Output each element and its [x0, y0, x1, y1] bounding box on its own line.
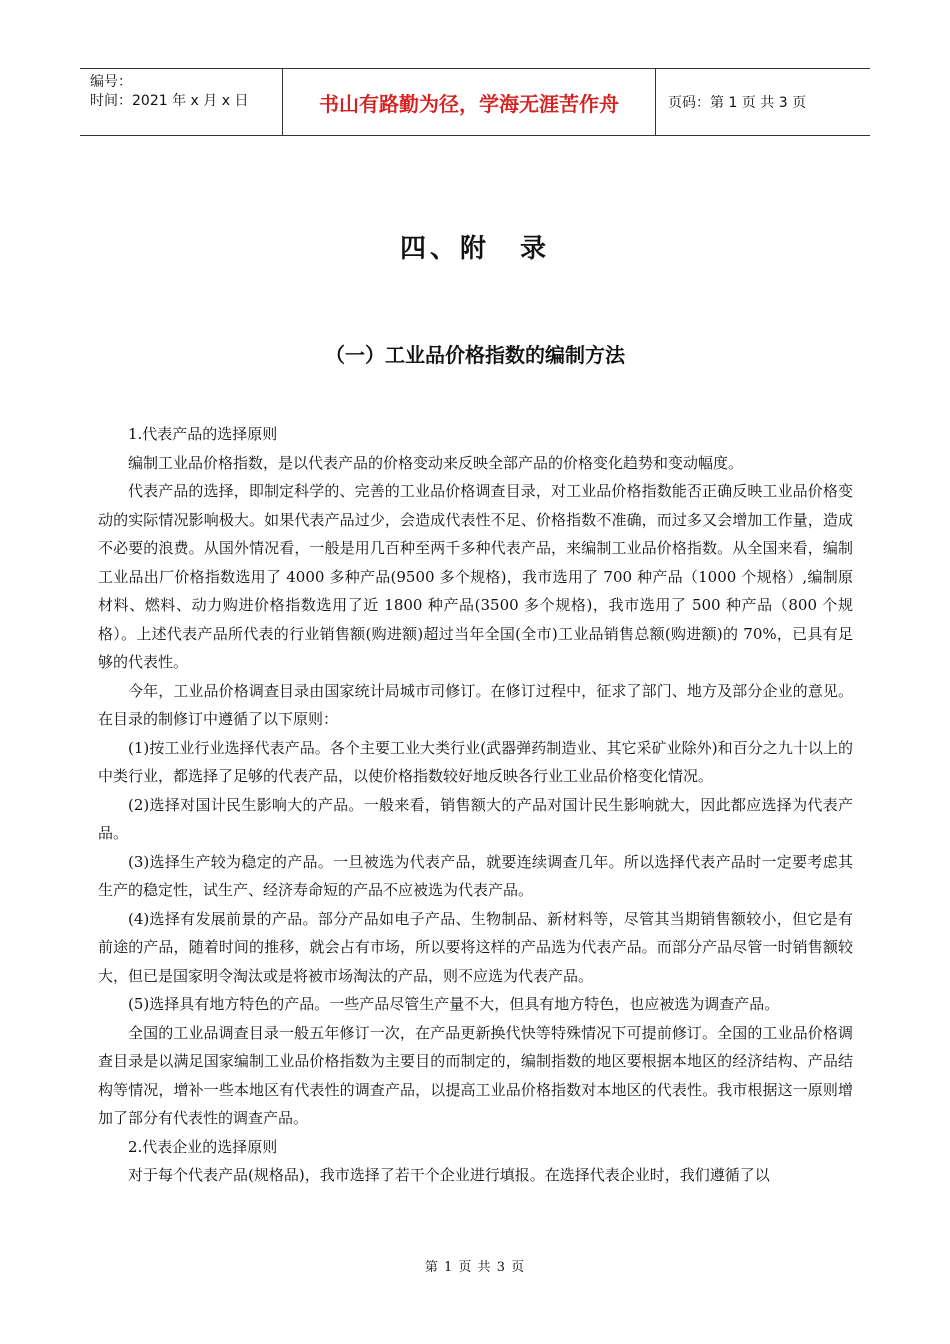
paragraph: 代表产品的选择，即制定科学的、完善的工业品价格调查目录，对工业品价格指数能否正确反映工业品价格变动的实际情况影响极大。如果代表产品过少，会造成代表性不足、价格指数不准确，而过多又会增加工作量，造成不必要的浪费。从国外情况看，一般是用几百种至两千多种代表产品，来编制工业品价格指数。从全国来看，编制工业品出厂价格指数选用了 4000 多种产品(9500 多个规格)，我市选用了 700 种产品（1000 个规格）,编制原材料、燃料、动力购进价格指数选用了近 1800 种产品(3500 多个规格)，我市选用了 500 种产品（800 个规格）。上述代表产品所代表的行业销售额(购进额)超过当年全国(全市)工业品销售总额(购进额)的 70%，已具有足够的代表性。: [98, 482, 853, 671]
page-footer: 第 1 页 共 3 页: [424, 1260, 526, 1275]
paragraph: (5)选择具有地方特色的产品。一些产品尽管生产量不大，但具有地方特色，也应被选为调查产品。: [128, 995, 780, 1013]
paragraph: 对于每个代表产品(规格品)，我市选择了若干个企业进行填报。在选择代表企业时，我们遵循了以: [128, 1166, 770, 1184]
paragraph: (3)选择生产较为稳定的产品。一旦被选为代表产品，就要连续调查几年。所以选择代表产品时一定要考虑其生产的稳定性，试生产、经济寿命短的产品不应被选为代表产品。: [98, 852, 853, 899]
header-motto: 书山有路勤为径，学海无涯苦作舟: [282, 69, 656, 135]
paragraph: (4)选择有发展前景的产品。部分产品如电子产品、生物制品、新材料等，尽管其当期销售额较小，但它是有前途的产品，随着时间的推移，就会占有市场，所以要将这样的产品选为代表产品。而部分产品尽管一时销售额较大，但已是国家明令淘汰或是将被市场淘汰的产品，则不应选为代表产品。: [98, 909, 853, 985]
document-header: [80, 68, 870, 136]
paragraph: 编制工业品价格指数，是以代表产品的价格变动来反映全部产品的价格变化趋势和变动幅度。: [128, 453, 744, 472]
document-number: 编号：: [90, 74, 132, 90]
document-date: 时间：2021 年 x 月 x 日: [90, 93, 249, 109]
header-meta: [80, 69, 282, 135]
paragraph: (2)选择对国计民生影响大的产品。一般来看，销售额大的产品对国计民生影响就大，因此都应选择为代表产品。: [98, 795, 853, 842]
paragraph: 今年，工业品价格调查目录由国家统计局城市司修订。在修订过程中，征求了部门、地方及部分企业的意见。在目录的制修订中遵循了以下原则：: [98, 681, 853, 728]
paragraph: 2.代表企业的选择原则: [128, 1137, 278, 1156]
page-title: 四、附 录: [399, 234, 550, 264]
header-page-info: 页码：第 1 页 共 3 页: [668, 95, 807, 111]
body-text: [98, 420, 853, 1190]
section-title: （一）工业品价格指数的编制方法: [325, 343, 625, 367]
paragraph: 全国的工业品调查目录一般五年修订一次，在产品更新换代快等特殊情况下可提前修订。全国的工业品价格调查目录是以满足国家编制工业品价格指数为主要目的而制定的，编制指数的地区要根据本地区的经济结构、产品结构等情况，增补一些本地区有代表性的调查产品，以提高工业品价格指数对本地区的代表性。我市根据这一原则增加了部分有代表性的调查产品。: [98, 1023, 853, 1127]
paragraph: (1)按工业行业选择代表产品。各个主要工业大类行业(武器弹药制造业、其它采矿业除外)和百分之九十以上的中类行业，都选择了足够的代表产品，以使价格指数较好地反映各行业工业品价格变化情况。: [98, 738, 853, 785]
paragraph: 1.代表产品的选择原则: [128, 425, 278, 443]
